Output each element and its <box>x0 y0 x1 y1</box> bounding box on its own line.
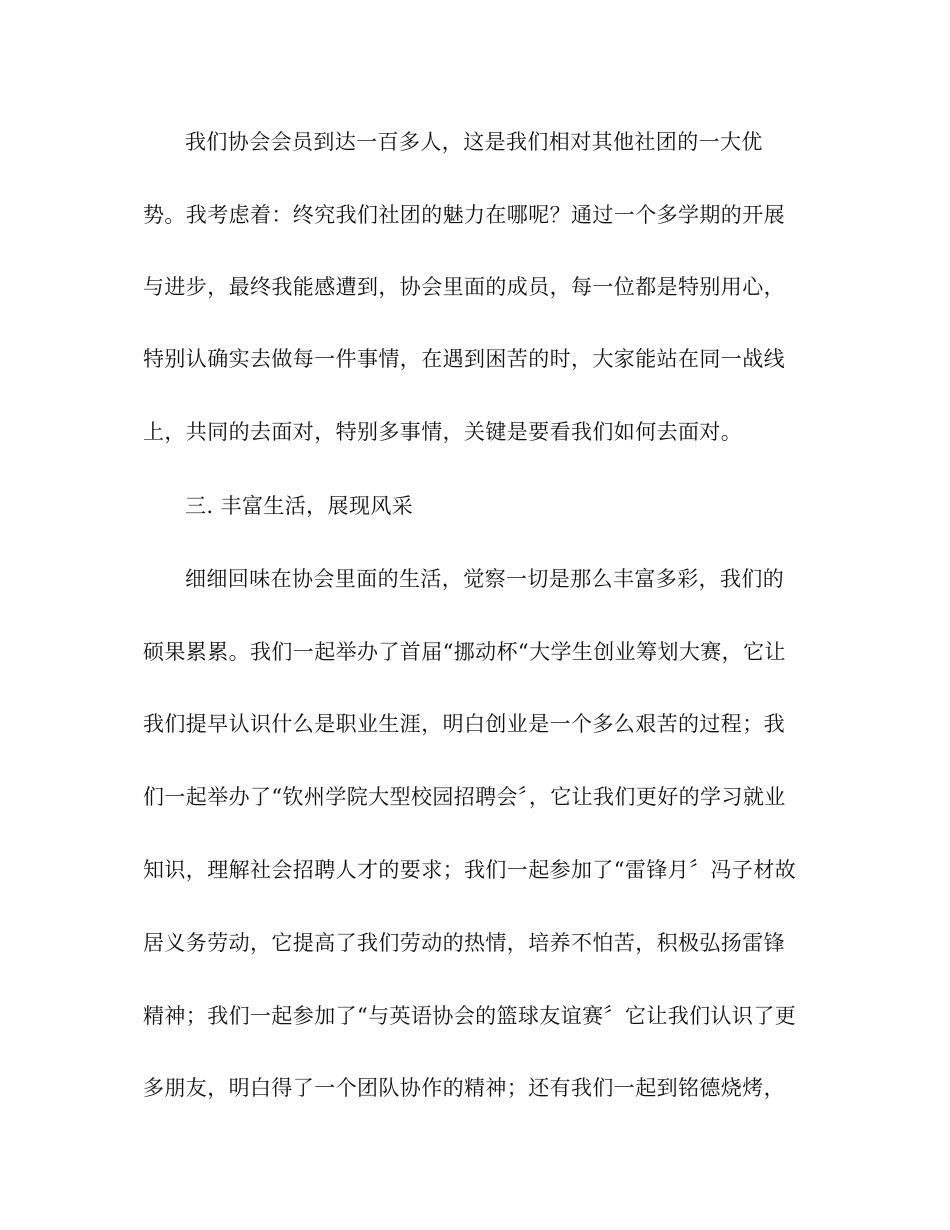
section-heading: 三. 丰富生活，展现风采 <box>185 494 414 518</box>
text-line: 多朋友，明白得了一个团队协作的精神；还有我们一起到铭德烧烤， <box>143 1076 785 1100</box>
text-line: 们一起举办了“钦州学院大型校园招聘会〞，它让我们更好的学习就业 <box>143 785 786 809</box>
text-line: 硕果累累。我们一起举办了首届“挪动杯“大学生创业筹划大赛，它让 <box>143 640 786 664</box>
text-line: 细细回味在协会里面的生活，觉察一切是那么丰富多彩，我们的 <box>185 567 785 591</box>
text-line: 知识，理解社会招聘人才的要求；我们一起参加了“雷锋月〞冯子材故 <box>143 858 797 882</box>
text-line: 特别认确实去做每一件事情，在遇到困苦的时，大家能站在同一战线 <box>143 347 785 371</box>
text-line: 上，共同的去面对，特别多事情，关键是要看我们如何去面对。 <box>143 420 743 444</box>
text-line: 与进步，最终我能感遭到，协会里面的成员，每一位都是特别用心， <box>143 275 785 299</box>
text-line: 我们提早认识什么是职业生涯，明白创业是一个多么艰苦的过程；我 <box>143 712 785 736</box>
text-line: 居义务劳动，它提高了我们劳动的热情，培养不怕苦，积极弘扬雷锋 <box>143 931 785 955</box>
text-line: 我们协会会员到达一百多人，这是我们相对其他社团的一大优 <box>185 130 763 154</box>
text-line: 势。我考虑着：终究我们社团的魅力在哪呢？通过一个多学期的开展 <box>143 203 785 227</box>
text-line: 精神；我们一起参加了“与英语协会的篮球友谊赛〞它让我们认识了更 <box>143 1004 797 1028</box>
